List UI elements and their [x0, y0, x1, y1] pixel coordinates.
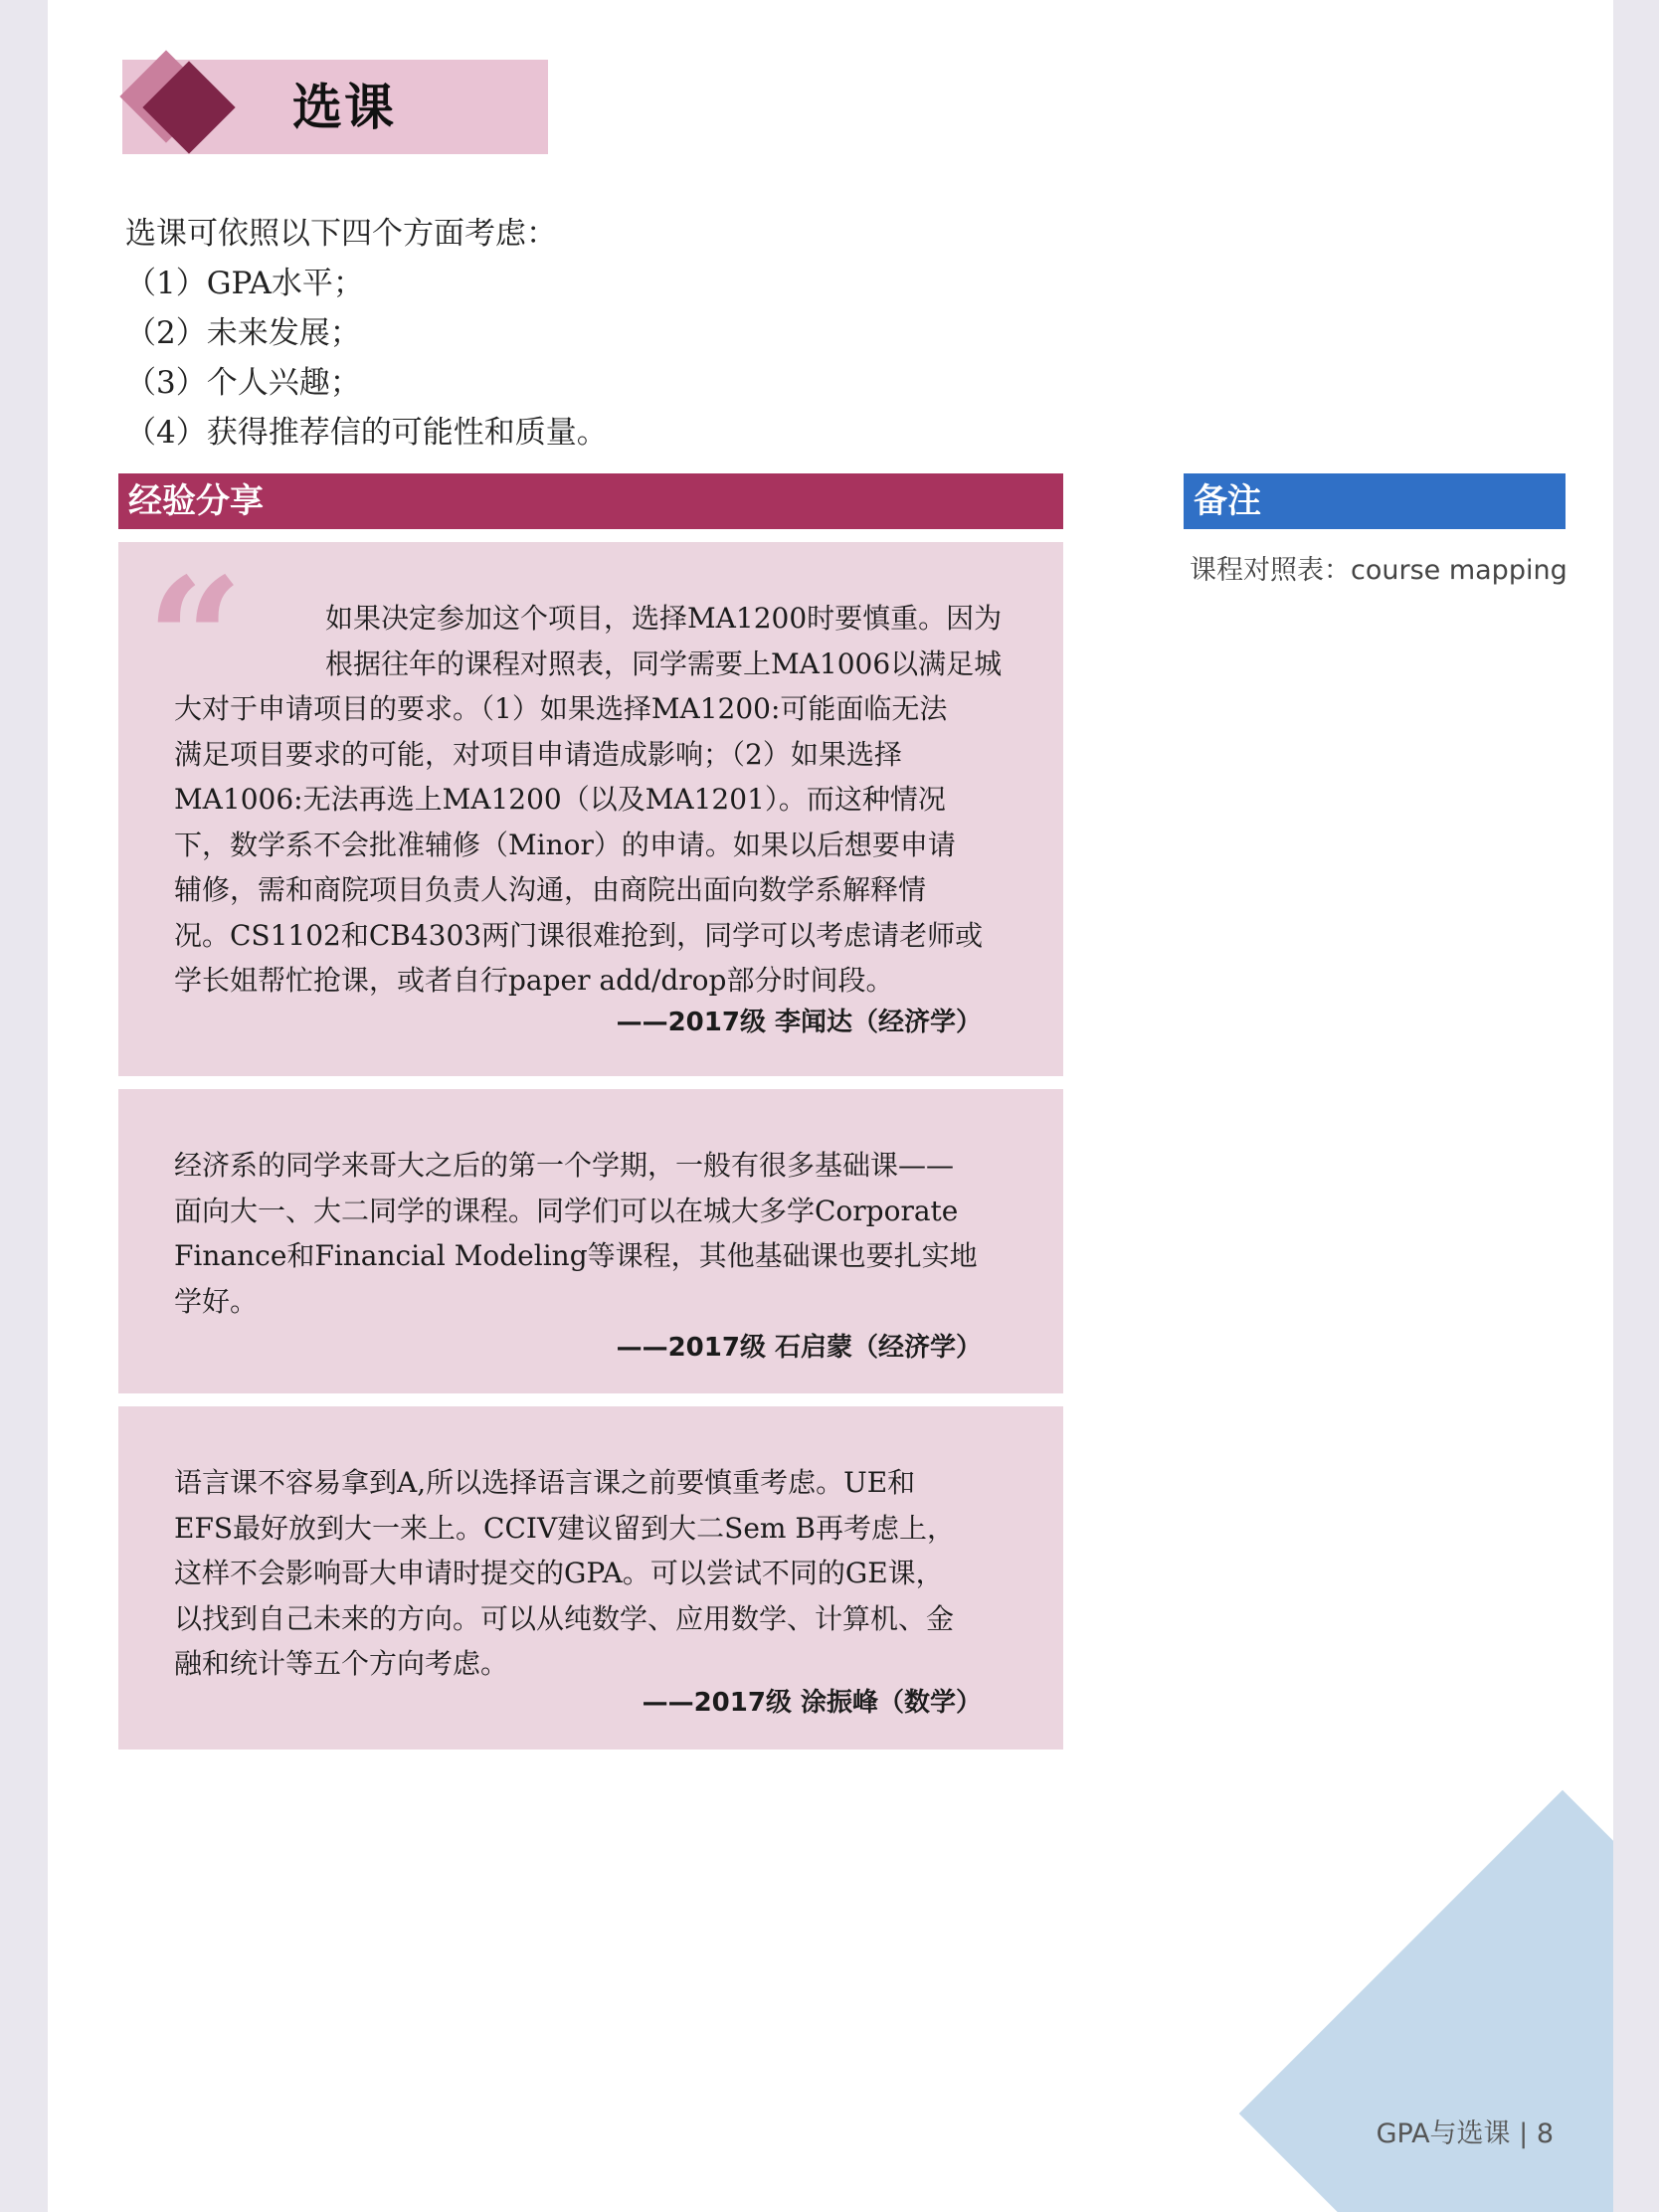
quote-line: 下，数学系不会批准辅修（Minor）的申请。如果以后想要申请	[174, 828, 956, 861]
notes-heading: 备注	[1184, 473, 1566, 529]
quote-line: 如果决定参加这个项目，选择MA1200时要慎重。因为	[325, 602, 1003, 635]
quote-line: 学长姐帮忙抢课，或者自行paper add/drop部分时间段。	[174, 964, 894, 997]
notes-text: 课程对照表：course mapping	[1190, 555, 1567, 586]
intro-list	[125, 209, 1020, 458]
quote-text	[174, 596, 1003, 1004]
intro-line: （2）未来发展；	[125, 315, 361, 351]
quote-line: EFS最好放到大一来上。CCIV建议留到大二Sem B再考虑上，	[174, 1511, 955, 1545]
intro-line: （3）个人兴趣；	[125, 365, 361, 401]
intro-line: （1）GPA水平；	[125, 266, 364, 301]
quote-text	[174, 1460, 1000, 1687]
intro-line: 选课可依照以下四个方面考虑：	[125, 216, 557, 252]
document-page	[48, 0, 1613, 2212]
quote-card	[118, 1406, 1063, 1750]
quote-line: Finance和Financial Modeling等课程，其他基础课也要扎实地	[174, 1239, 978, 1272]
page-title: 选课	[292, 79, 396, 136]
quote-line: 这样不会影响哥大申请时提交的GPA。可以尝试不同的GE课，	[174, 1557, 944, 1589]
quote-text	[174, 1143, 1000, 1324]
quote-card	[118, 542, 1063, 1076]
quote-line: 语言课不容易拿到A,所以选择语言课之前要慎重考虑。UE和	[174, 1466, 916, 1499]
quote-line: 以找到自己未来的方向。可以从纯数学、应用数学、计算机、金	[174, 1601, 955, 1635]
quote-line: 况。CS1102和CB4303两门课很难抢到，同学可以考虑请老师或	[174, 918, 984, 952]
quote-line: 学好。	[174, 1284, 259, 1318]
quote-line: 满足项目要求的可能，对项目申请造成影响；（2）如果选择	[174, 737, 902, 771]
experience-heading: 经验分享	[118, 473, 1063, 529]
quote-line: 经济系的同学来哥大之后的第一个学期，一般有很多基础课——	[174, 1149, 955, 1182]
quote-attribution: ——2017级 石启蒙（经济学）	[616, 1333, 982, 1363]
quote-line: 融和统计等五个方向考虑。	[174, 1647, 509, 1680]
quote-line: 面向大一、大二同学的课程。同学们可以在城大多学Corporate	[174, 1194, 959, 1227]
quote-line: 大对于申请项目的要求。（1）如果选择MA1200:可能面临无法	[174, 692, 948, 725]
intro-line: （4）获得推荐信的可能性和质量。	[125, 415, 608, 451]
quote-line: MA1006:无法再选上MA1200（以及MA1201）。而这种情况	[174, 783, 946, 816]
quote-line: 根据往年的课程对照表，同学需要上MA1006以满足城	[325, 646, 1003, 680]
quote-card	[118, 1089, 1063, 1393]
quote-line: 辅修，需和商院项目负责人沟通，由商院出面向数学系解释情	[174, 873, 927, 906]
quote-attribution: ——2017级 李闻达（经济学）	[616, 1008, 982, 1037]
page-footer: GPA与选课 | 8	[1376, 2119, 1554, 2149]
quote-mark-icon: “	[146, 541, 244, 740]
quote-attribution: ——2017级 涂振峰（数学）	[642, 1688, 982, 1718]
